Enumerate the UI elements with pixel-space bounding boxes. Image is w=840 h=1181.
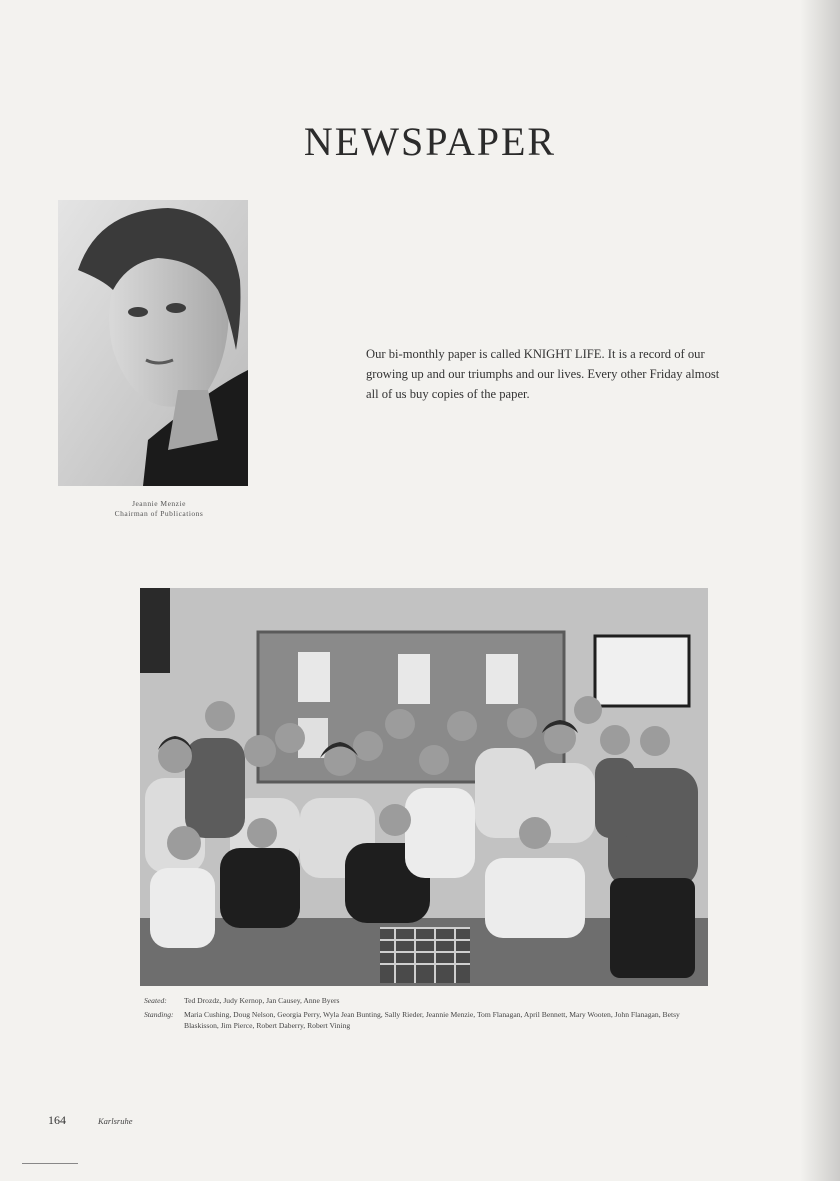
page-number: 164 <box>48 1113 66 1127</box>
caption-standing-label: Standing: <box>144 1010 174 1019</box>
caption-standing-row <box>144 1009 714 1031</box>
intro-paragraph: Our bi-monthly paper is called KNIGHT LIFE. It is a record of our growing up and our triumphs and our lives. Every other Friday almost all of us buy copies of the paper. <box>366 347 720 401</box>
bottom-rule <box>22 1163 78 1164</box>
caption-seated-label: Seated: <box>144 996 167 1005</box>
portrait-photo <box>58 200 248 486</box>
caption-seated-names: Ted Drozdz, Judy Kernop, Jan Causey, Anne Byers <box>184 996 340 1005</box>
page-edge-shadow <box>800 0 840 1181</box>
caption-seated-row <box>144 995 714 1006</box>
portrait-caption-name: Jeannie Menzie <box>132 499 186 508</box>
group-photo <box>140 588 708 986</box>
page-footer-location: Karlsruhe <box>98 1116 133 1126</box>
portrait-caption <box>58 499 260 519</box>
group-caption <box>144 995 714 1031</box>
page-title: NEWSPAPER <box>303 119 557 164</box>
portrait-caption-title: Chairman of Publications <box>114 509 204 518</box>
caption-standing-names: Maria Cushing, Doug Nelson, Georgia Perry, Wyla Jean Bunting, Sally Rieder, Jeannie Menzie, Tom Flanagan, April Bennett, Mary Wooten, John Flanagan, Betsy Blaskisson, Jim Pierce, Robert Daberry, Robert Vining <box>184 1010 680 1030</box>
